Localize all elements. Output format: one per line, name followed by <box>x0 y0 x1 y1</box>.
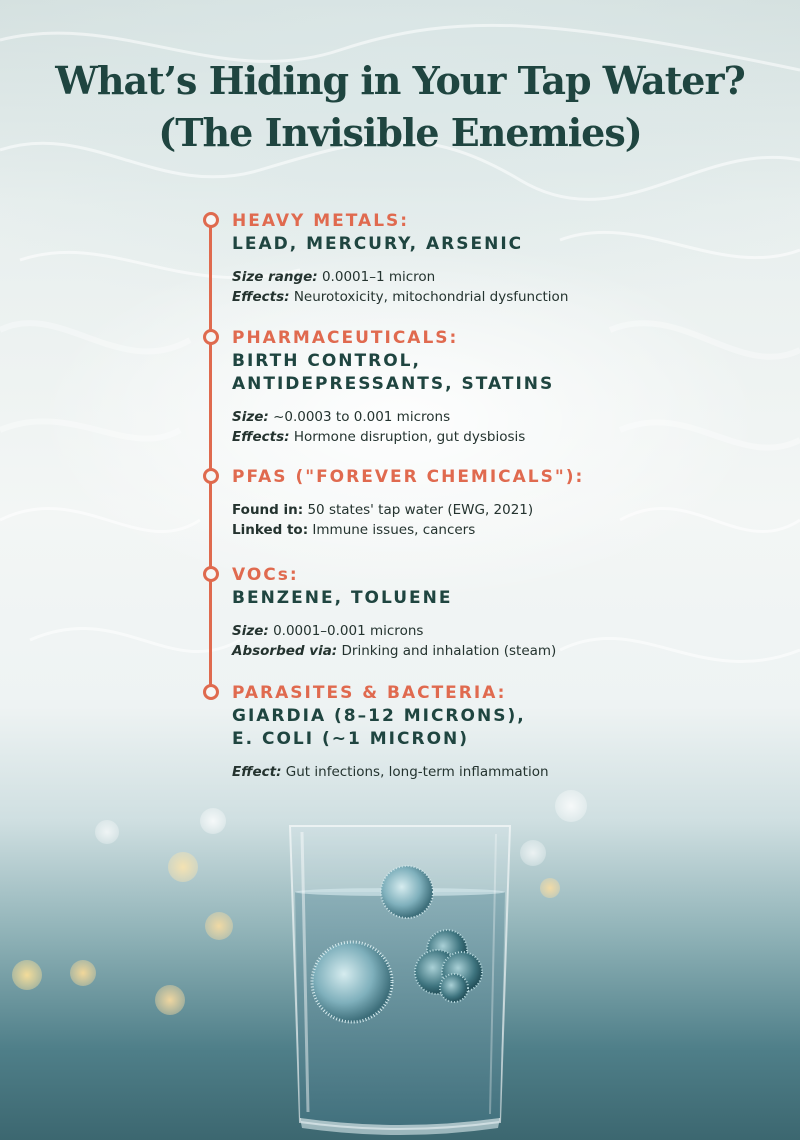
detail-value: 50 states' tap water (EWG, 2021) <box>307 502 534 518</box>
bokeh-light <box>12 960 42 990</box>
item-subtitle: LEAD, MERCURY, ARSENIC <box>232 234 524 254</box>
detail-line <box>232 407 760 427</box>
detail-label: Effects: <box>232 289 290 305</box>
bokeh-light <box>540 878 560 898</box>
detail-value: Drinking and inhalation (steam) <box>341 643 557 659</box>
detail-label: Size: <box>232 409 269 425</box>
detail-value: Neurotoxicity, mitochondrial dysfunction <box>293 289 569 305</box>
contaminant-parasites-bacteria <box>200 682 760 782</box>
bokeh-light <box>168 852 198 882</box>
detail-line <box>232 520 760 540</box>
detail-label: Linked to: <box>232 522 309 538</box>
detail-label: Size range: <box>232 269 318 285</box>
contaminant-heavy-metals <box>200 210 760 307</box>
bokeh-light <box>95 820 119 844</box>
contaminant-vocs <box>200 564 760 661</box>
timeline-dot-icon <box>203 684 219 700</box>
bokeh-light <box>200 808 226 834</box>
detail-line <box>232 500 760 520</box>
item-details <box>232 500 760 540</box>
item-details <box>232 407 760 447</box>
detail-value: 0.0001–0.001 microns <box>273 623 424 639</box>
bokeh-light <box>555 790 587 822</box>
bokeh-light <box>70 960 96 986</box>
detail-line <box>232 641 760 661</box>
item-subtitle: E. COLI (~1 MICRON) <box>232 729 470 749</box>
item-details <box>232 267 760 307</box>
item-subtitle: BENZENE, TOLUENE <box>232 588 453 608</box>
detail-line <box>232 287 760 307</box>
item-subtitle: GIARDIA (8–12 MICRONS), <box>232 706 526 726</box>
bokeh-light <box>205 912 233 940</box>
item-details <box>232 621 760 661</box>
detail-value: ~0.0003 to 0.001 microns <box>273 409 451 425</box>
item-category: VOCs: <box>232 565 299 585</box>
timeline-dot-icon <box>203 566 219 582</box>
detail-label: Size: <box>232 623 269 639</box>
detail-value: Immune issues, cancers <box>312 522 476 538</box>
bokeh-light <box>520 840 546 866</box>
detail-label: Effect: <box>232 764 282 780</box>
item-category: HEAVY METALS: <box>232 211 410 231</box>
detail-value: Hormone disruption, gut dysbiosis <box>293 429 526 445</box>
detail-line <box>232 267 760 287</box>
item-category: PFAS ("FOREVER CHEMICALS"): <box>232 467 585 487</box>
title-line-1: What’s Hiding in Your Tap Water? <box>55 58 745 103</box>
item-category: PHARMACEUTICALS: <box>232 328 459 348</box>
contaminant-pfas <box>200 466 760 540</box>
detail-value: 0.0001–1 micron <box>321 269 436 285</box>
item-category: PARASITES & BACTERIA: <box>232 683 507 703</box>
item-subtitle: BIRTH CONTROL, <box>232 351 421 371</box>
detail-value: Gut infections, long-term inflammation <box>285 764 549 780</box>
timeline-dot-icon <box>203 212 219 228</box>
title-line-2: (The Invisible Enemies) <box>158 110 642 155</box>
detail-label: Effects: <box>232 429 290 445</box>
detail-line <box>232 621 760 641</box>
page-title <box>40 55 760 159</box>
detail-line <box>232 427 760 447</box>
detail-line <box>232 762 760 782</box>
water-glass-illustration <box>282 822 518 1140</box>
detail-label: Absorbed via: <box>232 643 338 659</box>
item-details <box>232 762 760 782</box>
timeline-dot-icon <box>203 468 219 484</box>
detail-label: Found in: <box>232 502 304 518</box>
timeline-dot-icon <box>203 329 219 345</box>
item-subtitle: ANTIDEPRESSANTS, STATINS <box>232 374 555 394</box>
bokeh-light <box>155 985 185 1015</box>
contaminant-pharmaceuticals <box>200 327 760 447</box>
